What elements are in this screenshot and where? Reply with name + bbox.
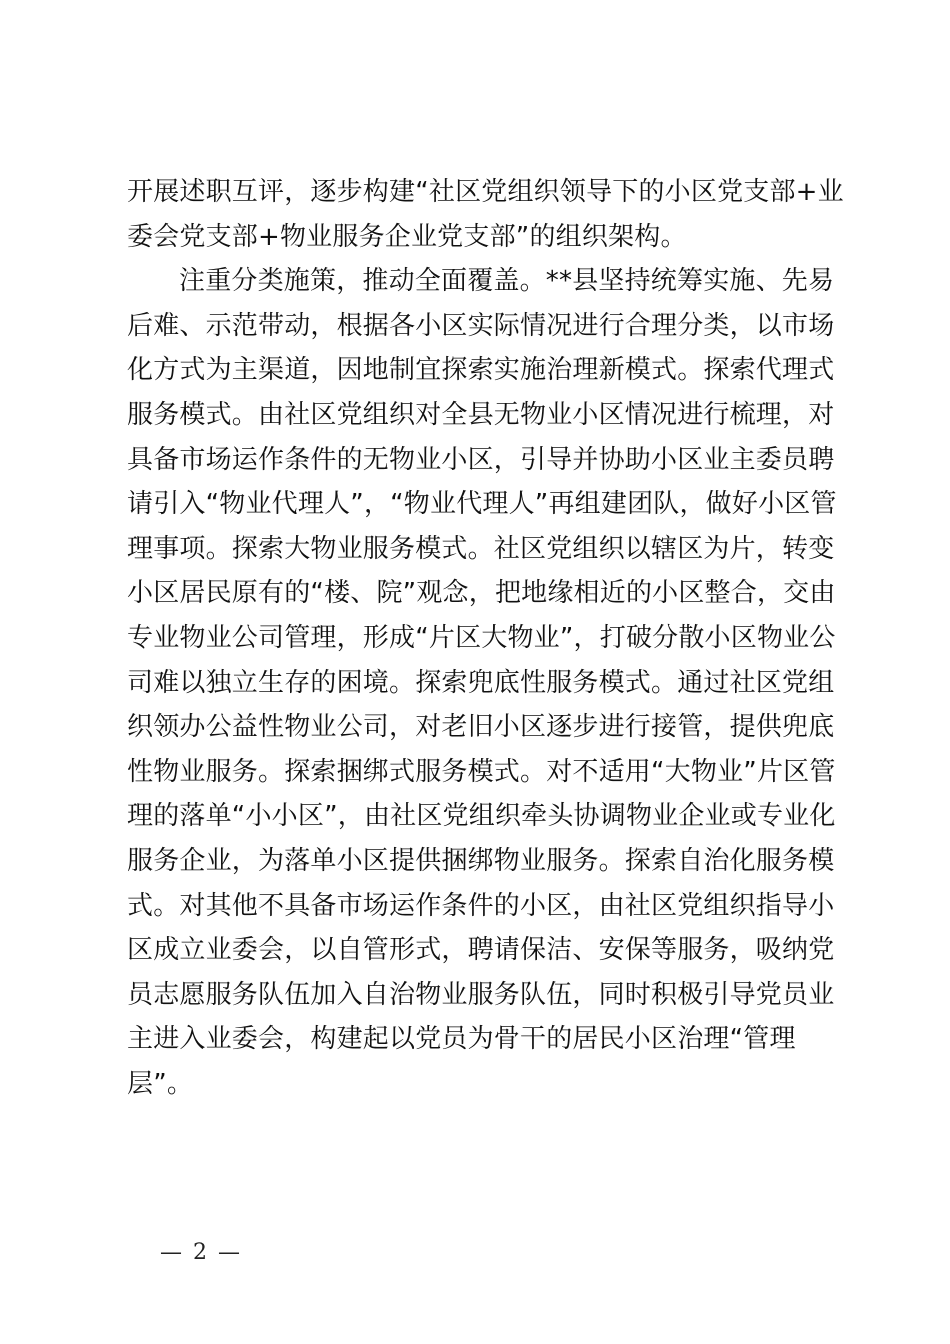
text-line: 化方式为主渠道，因地制宜探索实施治理新模式。探索代理式 — [127, 355, 835, 386]
text-line: 专业物业公司管理，形成“片区大物业”，打破分散小区物业公 — [127, 622, 836, 653]
text-line: 式。对其他不具备市场运作条件的小区，由社区党组织指导小 — [127, 890, 835, 921]
text-line: 区成立业委会，以自管形式，聘请保洁、安保等服务，吸纳党 — [127, 935, 835, 966]
text-line: 员志愿服务队伍加入自治物业服务队伍，同时积极引导党员业 — [127, 979, 835, 1010]
text-line: 性物业服务。探索捆绑式服务模式。对不适用“大物业”片区管 — [127, 756, 836, 787]
text-line: 理的落单“小小区”，由社区党组织牵头协调物业企业或专业化 — [127, 801, 836, 832]
text-line: 司难以独立生存的困境。探索兜底性服务模式。通过社区党组 — [127, 667, 835, 698]
body-text — [127, 170, 844, 1106]
text-line: 委会党支部+物业服务企业党支部”的组织架构。 — [127, 221, 687, 252]
text-line: 理事项。探索大物业服务模式。社区党组织以辖区为片，转变 — [127, 533, 835, 564]
text-line: 具备市场运作条件的无物业小区，引导并协助小区业主委员聘 — [127, 444, 835, 475]
paragraph-first-line: 注重分类施策，推动全面覆盖。**县坚持统筹实施、先易 — [179, 266, 835, 297]
text-line: 服务模式。由社区党组织对全县无物业小区情况进行梳理，对 — [127, 399, 835, 430]
page-number: — 2 — — [160, 1240, 242, 1265]
text-line: 小区居民原有的“楼、院”观念，把地缘相近的小区整合，交由 — [127, 578, 836, 609]
text-line: 服务企业，为落单小区提供捆绑物业服务。探索自治化服务模 — [127, 845, 835, 876]
text-line: 请引入“物业代理人”，“物业代理人”再组建团队，做好小区管 — [127, 489, 837, 520]
text-line: 后难、示范带动，根据各小区实际情况进行合理分类，以市场 — [127, 310, 835, 341]
text-line: 织领办公益性物业公司，对老旧小区逐步进行接管，提供兜底 — [127, 712, 835, 743]
text-line: 开展述职互评，逐步构建“社区党组织领导下的小区党支部+业 — [127, 177, 844, 207]
text-line: 主进入业委会，构建起以党员为骨干的居民小区治理“管理 — [127, 1024, 796, 1055]
text-line: 层”。 — [127, 1068, 194, 1099]
